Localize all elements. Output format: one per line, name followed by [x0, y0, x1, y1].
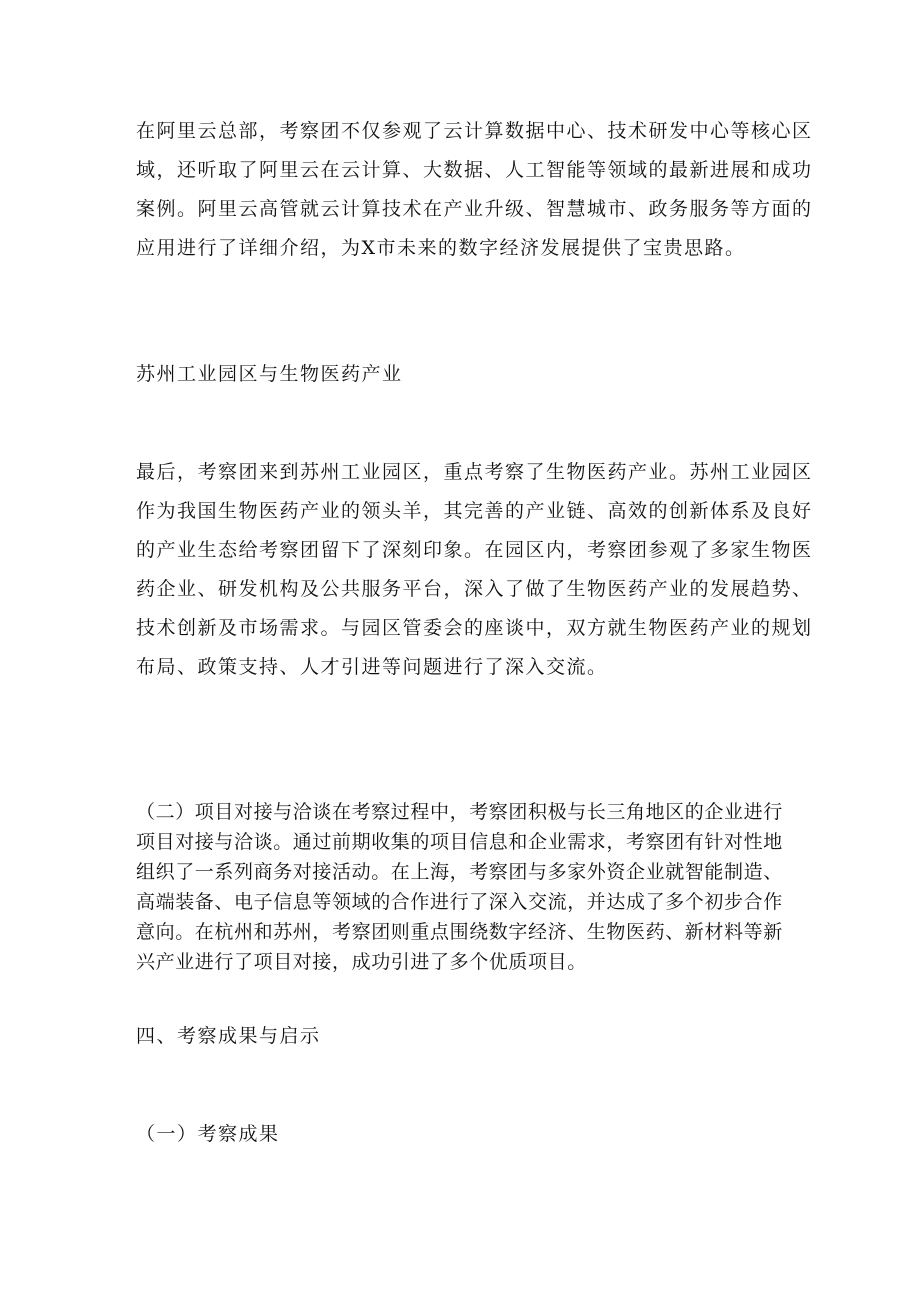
paragraph-alibaba: [136, 112, 813, 268]
text-line: 案例。阿里云高管就云计算技术在产业升级、智慧城市、政务服务等方面的: [136, 198, 813, 220]
paragraph-suzhou: [136, 453, 813, 687]
text-line: 的产业生态给考察团留下了深刻印象。在园区内，考察团参观了多家生物医: [136, 539, 813, 561]
text-line: 药企业、研发机构及公共服务平台，深入了做了生物医药产业的发展趋势、: [136, 578, 813, 600]
text-line: 兴产业进行了项目对接，成功引进了多个优质项目。: [136, 951, 587, 973]
text-line: 意向。在杭州和苏州，考察团则重点围绕数字经济、生物医药、新材料等新: [136, 921, 783, 943]
text-line: 在阿里云总部，考察团不仅参观了云计算数据中心、技术研发中心等核心区: [136, 120, 813, 142]
text-line: 域，还听取了阿里云在云计算、大数据、人工智能等领域的最新进展和成功: [136, 159, 813, 181]
heading-text: （一）考察成果: [136, 1123, 280, 1145]
text-line: 作为我国生物医药产业的领头羊，其完善的产业链、高效的创新体系及良好: [136, 500, 813, 522]
text-line: 技术创新及市场需求。与园区管委会的座谈中，双方就生物医药产业的规划: [136, 617, 813, 639]
text-line: 应用进行了详细介绍，为X市未来的数字经济发展提供了宝贵思路。: [136, 237, 746, 259]
text-line: 布局、政策支持、人才引进等问题进行了深入交流。: [136, 656, 608, 678]
text-line: 组织了一系列商务对接活动。在上海，考察团与多家外资企业就智能制造、: [136, 861, 783, 883]
paragraph-project-matching: [136, 797, 783, 977]
text-line: 高端装备、电子信息等领域的合作进行了深入交流，并达成了多个初步合作: [136, 891, 783, 913]
text-line: （二）项目对接与洽谈在考察过程中，考察团积极与长三角地区的企业进行: [136, 801, 783, 823]
heading-text: 四、考察成果与启示: [136, 1025, 321, 1047]
section-heading-suzhou: [136, 355, 403, 394]
section-heading-results: [136, 1017, 321, 1056]
subsection-heading-results: [136, 1115, 280, 1154]
heading-text: 苏州工业园区与生物医药产业: [136, 363, 403, 385]
text-line: 最后，考察团来到苏州工业园区，重点考察了生物医药产业。苏州工业园区: [136, 461, 813, 483]
text-line: 项目对接与洽谈。通过前期收集的项目信息和企业需求，考察团有针对性地: [136, 831, 783, 853]
